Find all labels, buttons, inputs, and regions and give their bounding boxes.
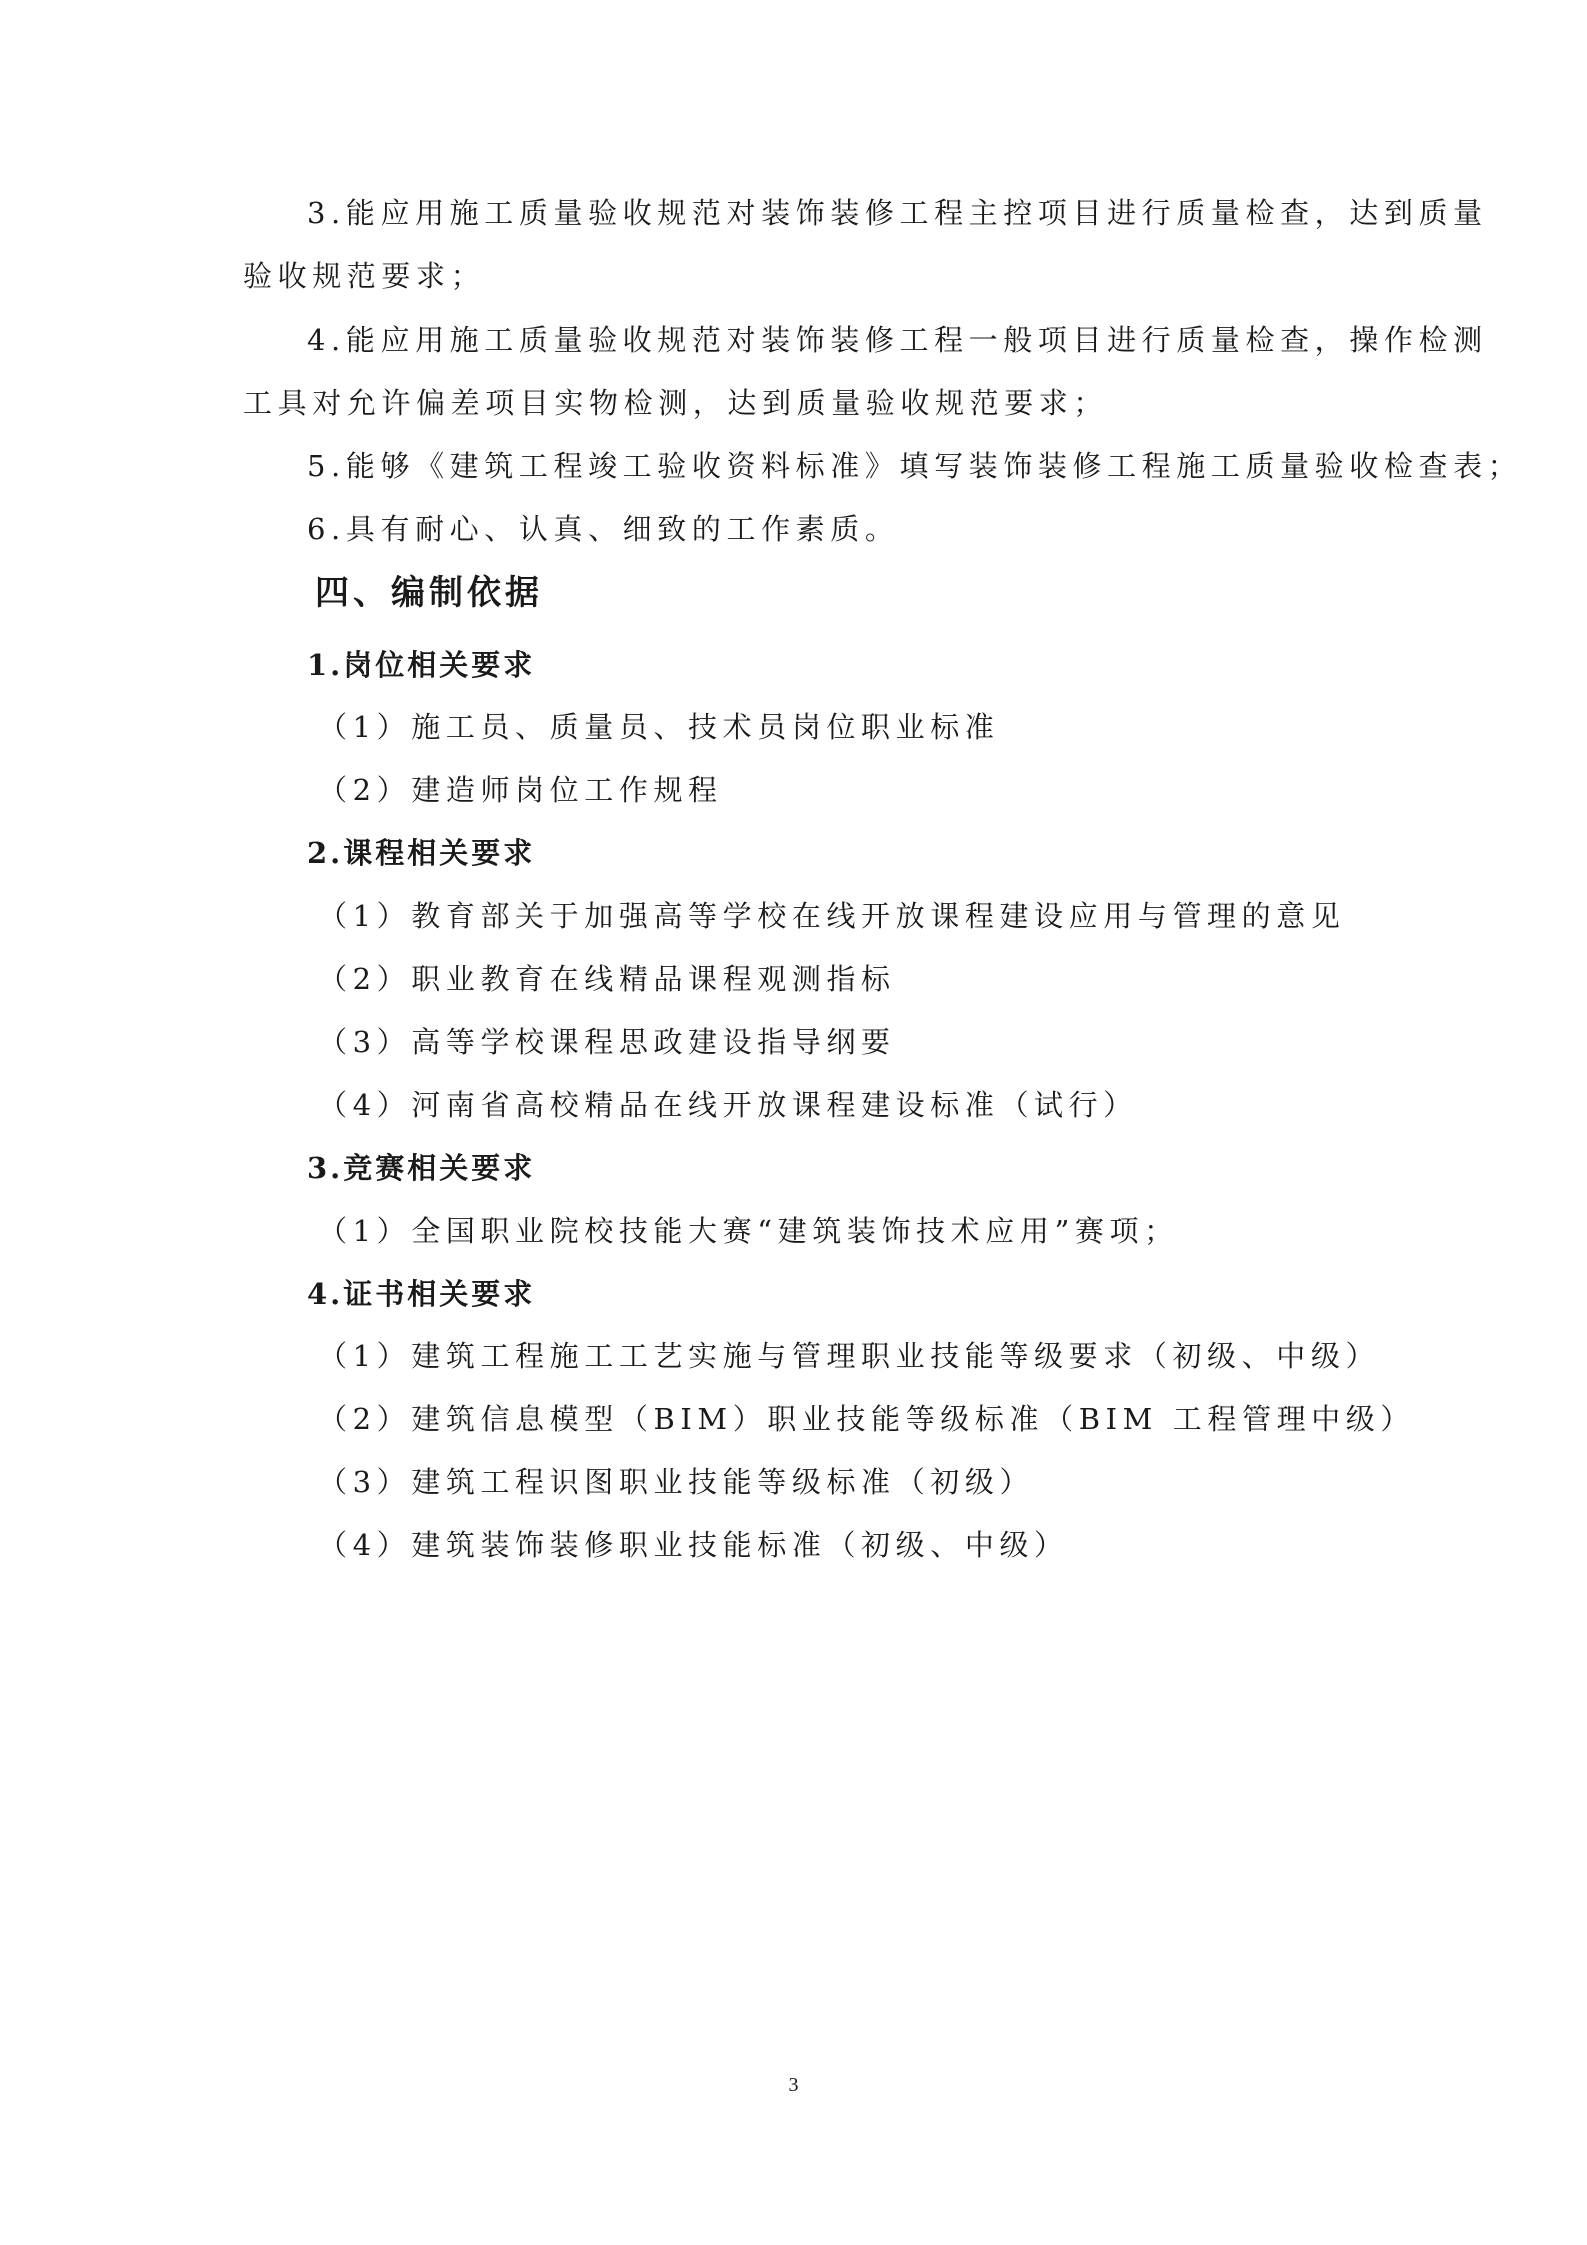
list-item: （1）施工员、质量员、技术员岗位职业标准: [318, 710, 1000, 744]
list-item: （2）建筑信息模型（BIM）职业技能等级标准（BIM 工程管理中级）: [318, 1402, 1415, 1436]
list-item: （2）建造师岗位工作规程: [318, 773, 723, 807]
list-item: （4）河南省高校精品在线开放课程建设标准（试行）: [318, 1088, 1138, 1122]
group-heading-course: 2.课程相关要求: [307, 836, 536, 870]
list-item: （3）高等学校课程思政建设指导纲要: [318, 1025, 896, 1059]
page-number: 3: [788, 2074, 799, 2096]
ability-item-3-line-2: 验收规范要求；: [243, 259, 486, 293]
group-heading-certificate: 4.证书相关要求: [307, 1277, 536, 1311]
ability-item-4-line-2: 工具对允许偏差项目实物检测，达到质量验收规范要求；: [243, 386, 1109, 420]
ability-item-6: 6.具有耐心、认真、细致的工作素质。: [307, 512, 900, 546]
list-item: （4）建筑装饰装修职业技能标准（初级、中级）: [318, 1528, 1069, 1562]
section-heading: 四、编制依据: [315, 573, 543, 613]
group-heading-competition: 3.竞赛相关要求: [307, 1151, 536, 1185]
list-item: （1）教育部关于加强高等学校在线开放课程建设应用与管理的意见: [318, 899, 1346, 933]
ability-item-3-line-1: 3.能应用施工质量验收规范对装饰装修工程主控项目进行质量检查，达到质量: [307, 196, 1488, 230]
ability-item-5: 5.能够《建筑工程竣工验收资料标准》填写装饰装修工程施工质量验收检查表；: [307, 449, 1523, 483]
list-item: （3）建筑工程识图职业技能等级标准（初级）: [318, 1465, 1035, 1499]
list-item: （1）建筑工程施工工艺实施与管理职业技能等级要求（初级、中级）: [318, 1339, 1381, 1373]
ability-item-4-line-1: 4.能应用施工质量验收规范对装饰装修工程一般项目进行质量检查，操作检测: [307, 323, 1488, 357]
group-heading-job: 1.岗位相关要求: [307, 648, 536, 682]
list-item: （2）职业教育在线精品课程观测指标: [318, 962, 896, 996]
list-item: （1）全国职业院校技能大赛“建筑装饰技术应用”赛项；: [318, 1214, 1179, 1248]
